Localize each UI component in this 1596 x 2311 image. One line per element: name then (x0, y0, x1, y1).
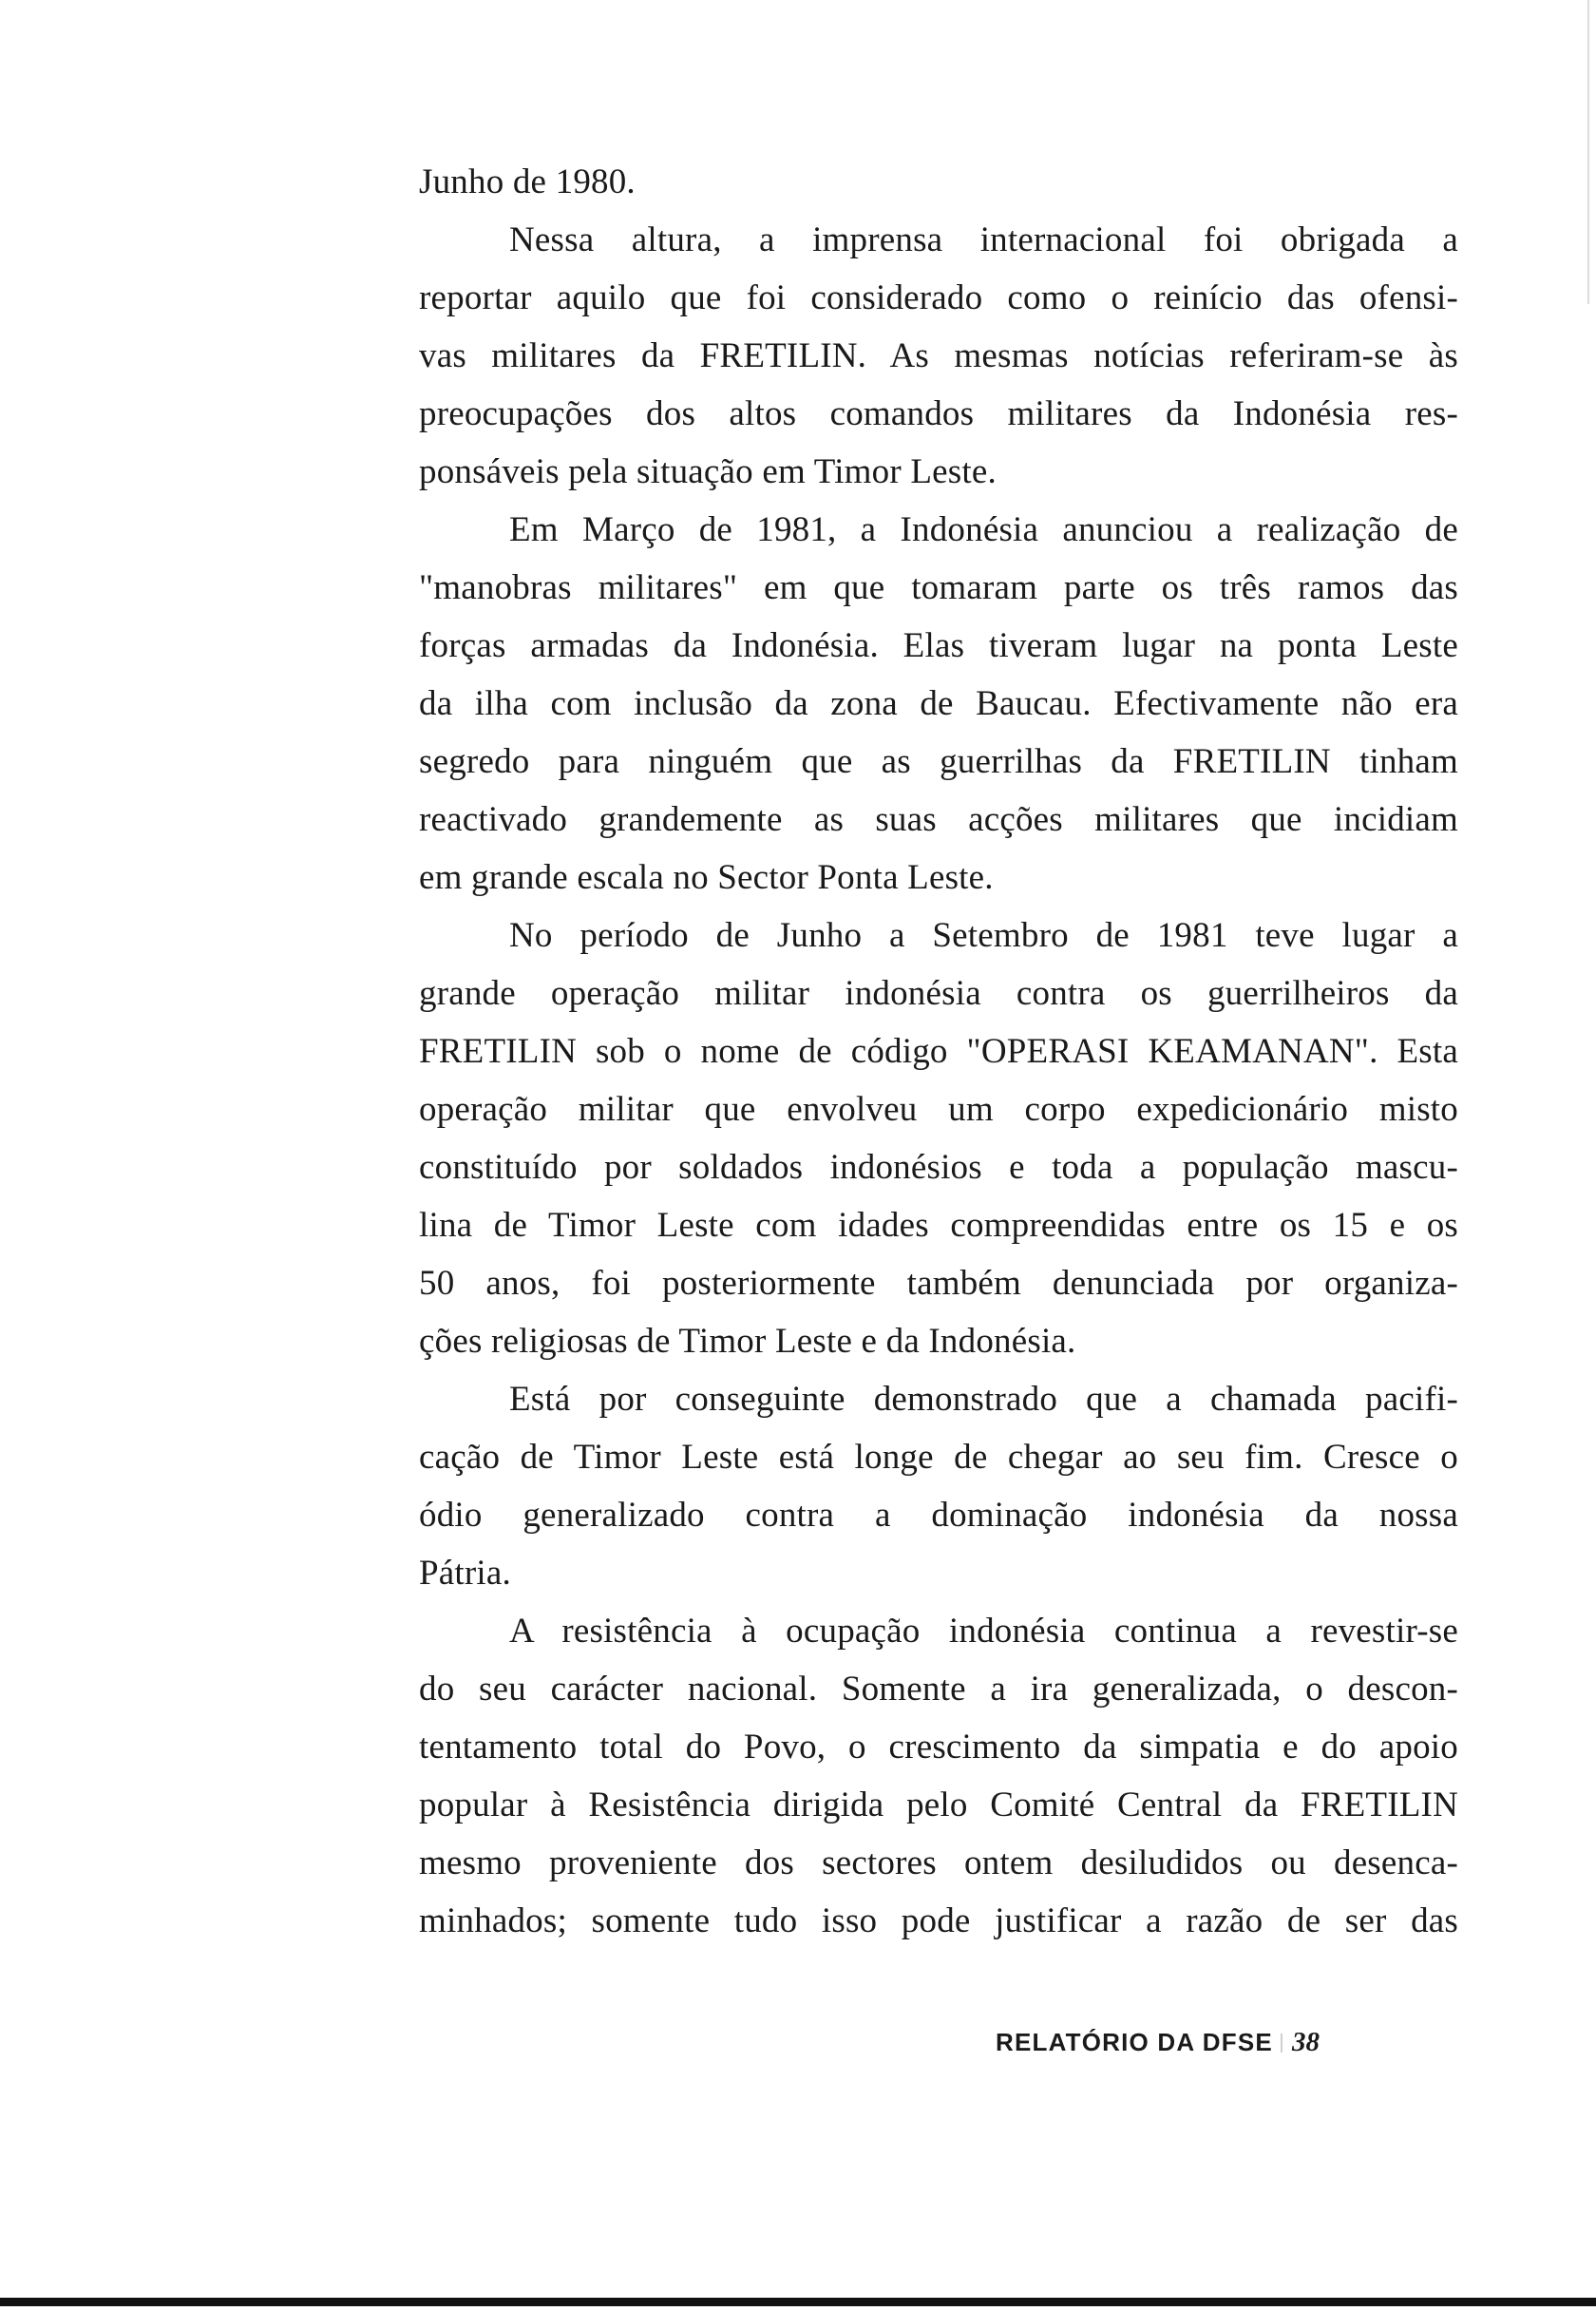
text-line: No período de Junho a Setembro de 1981 teve lugar a (509, 916, 1458, 955)
text-line: reportar aquilo que foi considerado como o reinício das ofensi- (419, 278, 1458, 317)
text-line: 50 anos, foi posteriormente também denunciada por organiza- (419, 1264, 1458, 1303)
text-line: tentamento total do Povo, o crescimento da simpatia e do apoio (419, 1728, 1458, 1767)
text-line: Pátria. (419, 1554, 511, 1593)
text-line: ódio generalizado contra a dominação indonésia da nossa (419, 1496, 1458, 1535)
text-line: ções religiosas de Timor Leste e da Indonésia. (419, 1322, 1076, 1361)
text-line: lina de Timor Leste com idades compreendidas entre os 15 e os (419, 1206, 1458, 1245)
text-line: do seu carácter nacional. Somente a ira generalizada, o descon- (419, 1670, 1458, 1709)
running-footer (996, 2027, 1320, 2058)
text-line: popular à Resistência dirigida pelo Comité Central da FRETILIN (419, 1786, 1458, 1824)
text-line: operação militar que envolveu um corpo expedicionário misto (419, 1090, 1458, 1129)
text-line: Nessa altura, a imprensa internacional foi obrigada a (509, 220, 1458, 259)
text-line: grande operação militar indonésia contra os guerrilheiros da (419, 974, 1458, 1013)
text-line: em grande escala no Sector Ponta Leste. (419, 858, 994, 897)
text-line: reactivado grandemente as suas acções militares que incidiam (419, 800, 1458, 839)
bottom-border (0, 2298, 1596, 2306)
text-line: forças armadas da Indonésia. Elas tiveram lugar na ponta Leste (419, 626, 1458, 665)
text-line: A resistência à ocupação indonésia continua a revestir-se (509, 1612, 1458, 1651)
text-line: mesmo proveniente dos sectores ontem desiludidos ou desenca- (419, 1843, 1458, 1882)
scan-edge-mark (1587, 0, 1589, 304)
text-line: Está por conseguinte demonstrado que a chamada pacifi- (509, 1380, 1458, 1419)
text-line: constituído por soldados indonésios e toda a população mascu- (419, 1148, 1458, 1187)
text-line: cação de Timor Leste está longe de chegar ao seu fim. Cresce o (419, 1438, 1458, 1477)
text-line: minhados; somente tudo isso pode justificar a razão de ser das (419, 1901, 1458, 1940)
footer-title: RELATÓRIO DA DFSE (996, 2028, 1273, 2056)
text-line: preocupações dos altos comandos militares da Indonésia res- (419, 394, 1458, 433)
text-line: Em Março de 1981, a Indonésia anunciou a realização de (509, 510, 1458, 549)
text-line: "manobras militares" em que tomaram parte os três ramos das (419, 568, 1458, 607)
text-line: Junho de 1980. (419, 162, 636, 201)
text-line: ponsáveis pela situação em Timor Leste. (419, 452, 997, 491)
body-text (419, 153, 1458, 1950)
page-number: 38 (1291, 2027, 1320, 2057)
text-line: vas militares da FRETILIN. As mesmas notícias referiram-se às (419, 336, 1458, 375)
text-line: FRETILIN sob o nome de código "OPERASI KEAMANAN". Esta (419, 1032, 1458, 1071)
footer-separator (1281, 2034, 1282, 2053)
text-line: da ilha com inclusão da zona de Baucau. Efectivamente não era (419, 684, 1458, 723)
text-line: segredo para ninguém que as guerrilhas da FRETILIN tinham (419, 742, 1458, 781)
